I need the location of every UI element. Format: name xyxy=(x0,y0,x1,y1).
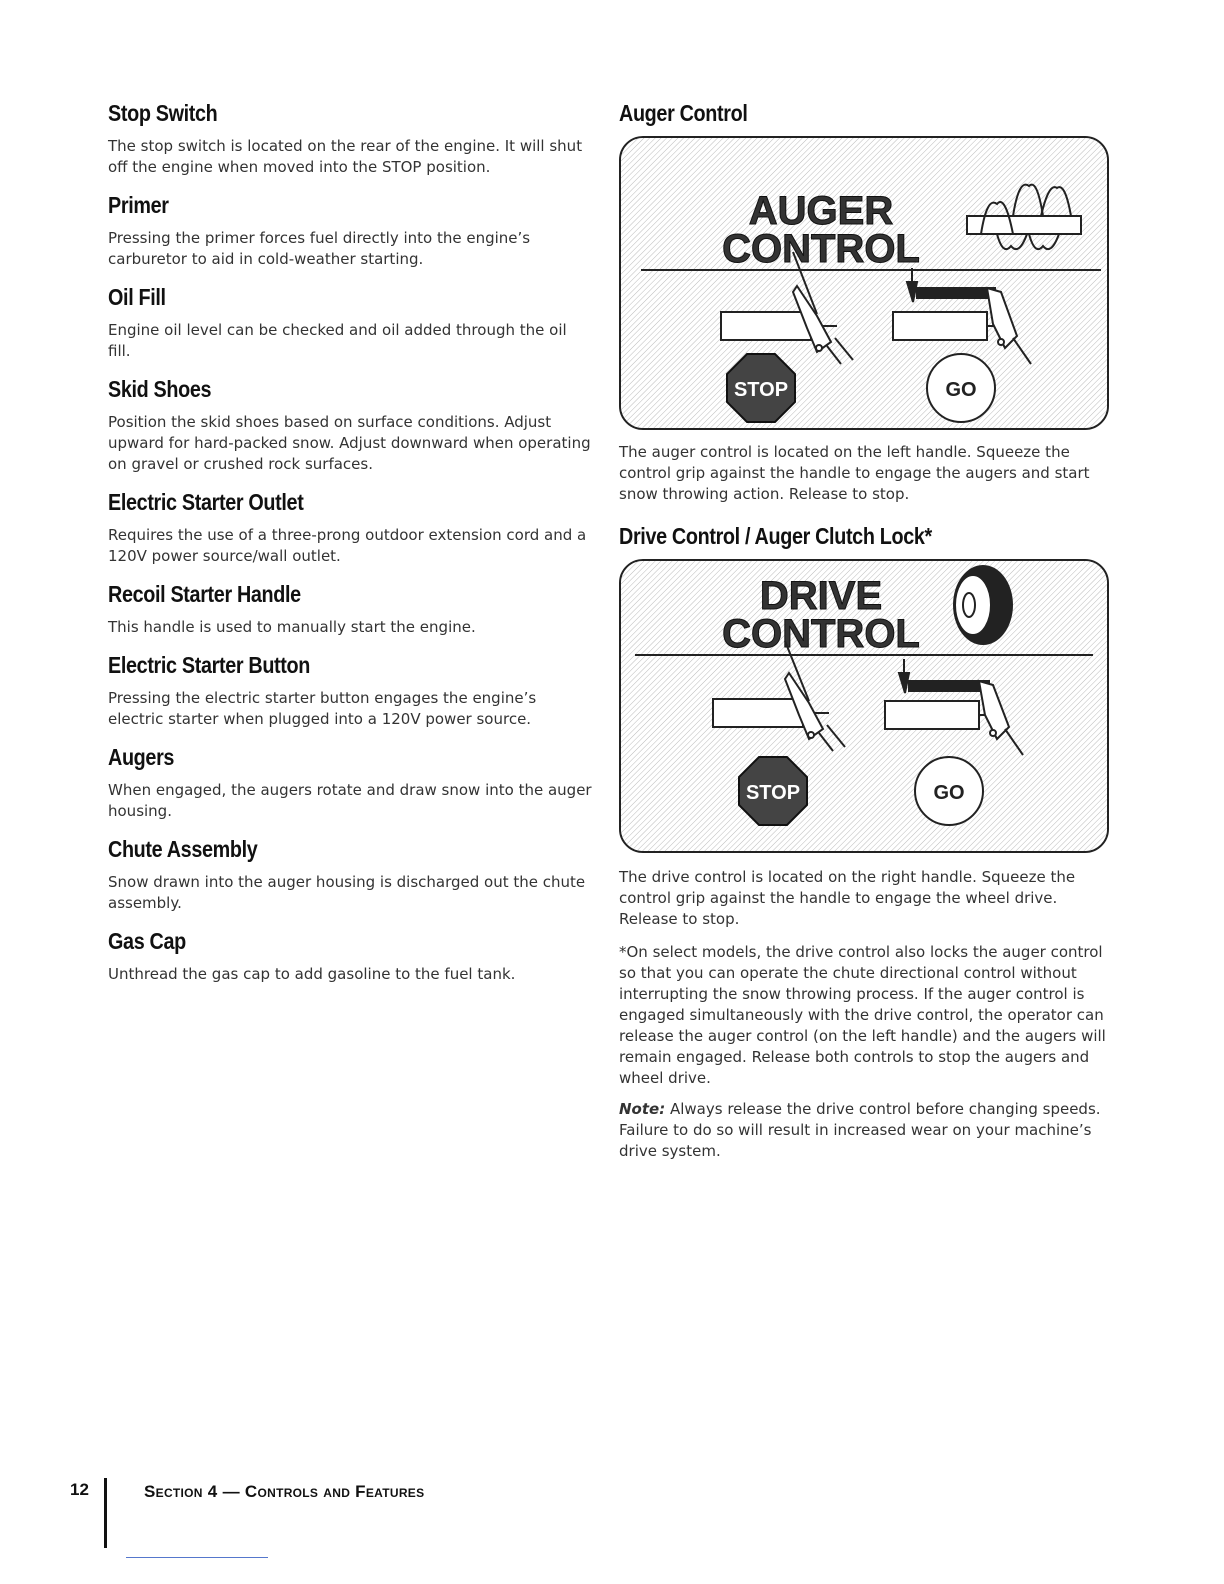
auger-label-line2: CONTROL xyxy=(722,227,920,271)
section-oil-fill xyxy=(108,284,592,362)
section-heading: Recoil Starter Handle xyxy=(108,581,301,607)
section-body: Engine oil level can be checked and oil added through the oil fill. xyxy=(108,321,567,360)
drive-label-line1: DRIVE xyxy=(759,574,883,618)
wheel-icon xyxy=(953,565,1013,645)
auger-control-illustration xyxy=(621,138,1107,428)
note-text: Always release the drive control before changing speeds. Failure to do so will result in increased wear on your machine’s drive system. xyxy=(619,1100,1101,1160)
section-skid-shoes xyxy=(108,376,592,475)
section-heading: Oil Fill xyxy=(108,284,166,310)
auger-label-line1: AUGER xyxy=(748,189,894,233)
section-body: Pressing the electric starter button engages the engine’s electric starter when plugged into a 120V power source. xyxy=(108,689,537,728)
stop-label: STOP xyxy=(733,379,789,401)
section-augers xyxy=(108,744,592,822)
section-heading: Electric Starter Button xyxy=(108,652,311,678)
right-column xyxy=(619,100,1111,1162)
section-heading: Primer xyxy=(108,192,169,218)
footer-section-label: Section 4 — Controls and Features xyxy=(144,1482,425,1501)
section-body: Unthread the gas cap to add gasoline to the fuel tank. xyxy=(108,965,516,983)
go-label: GO xyxy=(945,379,977,401)
section-body: Pressing the primer forces fuel directly into the engine’s carburetor to aid in cold-weather starting. xyxy=(108,229,531,268)
section-body: The stop switch is located on the rear of the engine. It will shut off the engine when moved into the STOP position. xyxy=(108,137,583,176)
drive-control-heading: Drive Control / Auger Clutch Lock* xyxy=(619,523,932,549)
section-body: Snow drawn into the auger housing is discharged out the chute assembly. xyxy=(108,873,586,912)
section-heading: Augers xyxy=(108,744,175,770)
note-label: Note: xyxy=(619,1100,666,1118)
section-body: When engaged, the augers rotate and draw snow into the auger housing. xyxy=(108,781,592,820)
stop-sign-icon xyxy=(727,354,795,422)
decorative-link-line xyxy=(126,1557,268,1558)
section-heading: Skid Shoes xyxy=(108,376,212,402)
page-number: 12 xyxy=(70,1480,89,1499)
section-primer xyxy=(108,192,592,270)
drive-label-line2: CONTROL xyxy=(722,612,920,656)
section-heading: Electric Starter Outlet xyxy=(108,489,304,515)
drive-control-decal xyxy=(619,559,1109,853)
auger-control-body: The auger control is located on the left handle. Squeeze the control grip against the handle to engage the augers and start snow throwing action. Release to stop. xyxy=(619,443,1090,503)
footer-divider xyxy=(104,1478,107,1548)
stop-label: STOP xyxy=(745,782,801,804)
section-heading: Chute Assembly xyxy=(108,836,258,862)
left-column xyxy=(108,100,592,999)
go-sign-icon xyxy=(915,757,983,825)
section-gas-cap xyxy=(108,928,592,985)
go-sign-icon xyxy=(927,354,995,422)
section-body: This handle is used to manually start the engine. xyxy=(108,618,476,636)
go-label: GO xyxy=(933,782,965,804)
section-body: Requires the use of a three-prong outdoor extension cord and a 120V power source/wall outlet. xyxy=(108,526,587,565)
drive-control-body: The drive control is located on the right handle. Squeeze the control grip against the handle to engage the wheel drive. Release to stop. xyxy=(619,868,1076,928)
clutch-lock-body: *On select models, the drive control also locks the auger control so that you can operate the chute directional control without interrupting the snow throwing process. If the auger control is engaged simultaneously with the drive control, the operator can release the auger control (on the left handle) and the augers will remain engaged. Release both controls to stop the augers and wheel drive. xyxy=(619,943,1106,1087)
section-electric-starter-button xyxy=(108,652,592,730)
section-stop-switch xyxy=(108,100,592,178)
section-recoil-starter-handle xyxy=(108,581,592,638)
auger-control-heading: Auger Control xyxy=(619,100,748,126)
section-body: Position the skid shoes based on surface conditions. Adjust upward for hard-packed snow. Adjust downward when operating on gravel or crushed rock surfaces. xyxy=(108,413,591,473)
note-paragraph xyxy=(619,1099,1111,1162)
section-heading: Gas Cap xyxy=(108,928,186,954)
stop-sign-icon xyxy=(739,757,807,825)
drive-control-illustration xyxy=(621,561,1107,851)
section-electric-starter-outlet xyxy=(108,489,592,567)
section-chute-assembly xyxy=(108,836,592,914)
auger-control-decal xyxy=(619,136,1109,430)
section-heading: Stop Switch xyxy=(108,100,218,126)
